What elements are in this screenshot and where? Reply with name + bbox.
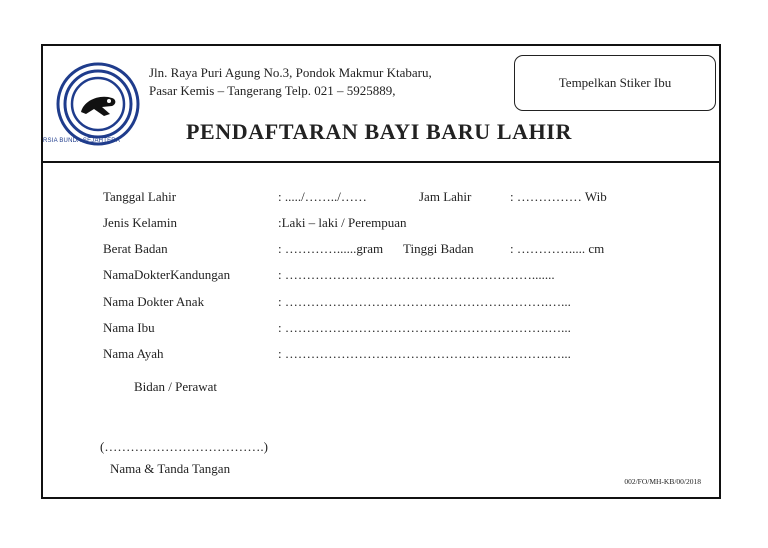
birth-date-field[interactable]: : ...../……../……	[278, 189, 367, 204]
sticker-label: Tempelkan Stiker Ibu	[558, 75, 672, 90]
height-label: Tinggi Badan	[403, 241, 474, 256]
signer-role: Bidan / Perawat	[134, 379, 218, 394]
form-header	[43, 46, 719, 163]
mother-sticker-box	[514, 55, 716, 111]
obstetrician-label: NamaDokterKandungan	[103, 267, 231, 282]
father-name-label: Nama Ayah	[103, 346, 164, 361]
form-title: PENDAFTARAN BAYI BARU LAHIR	[186, 119, 572, 144]
birth-date-label: Tanggal Lahir	[103, 189, 177, 204]
address-line-1: Jln. Raya Puri Agung No.3, Pondok Makmur Ktabaru,	[149, 65, 432, 80]
gender-label: Jenis Kelamin	[103, 215, 178, 230]
obstetrician-field[interactable]: : ………………………………………………….......	[278, 267, 555, 282]
mother-name-label: Nama Ibu	[103, 320, 155, 335]
birth-time-field[interactable]: : …………… Wib	[510, 189, 607, 204]
registration-form	[41, 44, 721, 499]
form-code: 002/FO/MH-KB/00/2018	[624, 477, 701, 486]
weight-field[interactable]: : …………......gram	[278, 241, 384, 256]
birth-time-label: Jam Lahir	[419, 189, 472, 204]
pediatrician-field[interactable]: : …………………………………………………….…...	[278, 294, 571, 309]
gender-field[interactable]: :Laki – laki / Perempuan	[278, 215, 407, 230]
mother-name-field[interactable]: : …………………………………………………….…...	[278, 320, 571, 335]
signature-caption: Nama & Tanda Tangan	[110, 461, 231, 476]
pediatrician-label: Nama Dokter Anak	[103, 294, 205, 309]
address-line-2: Pasar Kemis – Tangerang Telp. 021 – 5925889,	[149, 83, 396, 98]
logo-text: RSIA BUNDA SEJAHTERA	[43, 138, 121, 144]
father-name-field[interactable]: : …………………………………………………….…...	[278, 346, 571, 361]
signature-line[interactable]: (……………………………….)	[100, 439, 268, 454]
height-field[interactable]: : …………..... cm	[510, 241, 605, 256]
address-block	[149, 64, 432, 100]
weight-label: Berat Badan	[103, 241, 168, 256]
